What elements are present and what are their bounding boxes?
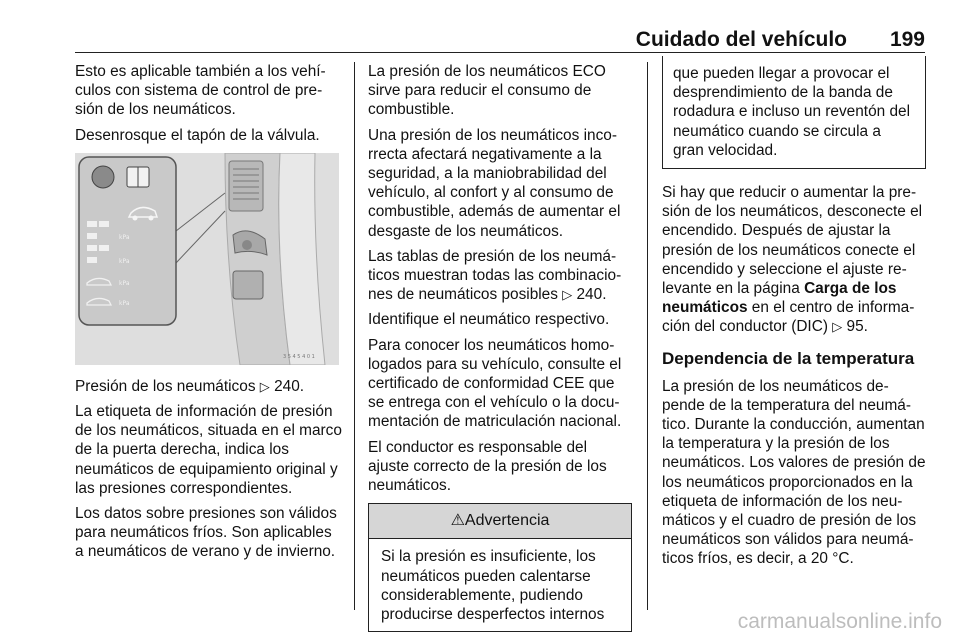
page-ref-icon: ▷ <box>832 319 843 335</box>
page-ref-icon: ▷ <box>562 287 573 303</box>
header-rule <box>75 52 925 53</box>
tire-pressure-label-figure <box>75 153 339 365</box>
paragraph: La presión de los neumáticos ECO sirve para reducir el consumo de combustible. <box>368 63 606 119</box>
warning-header <box>369 504 631 539</box>
kpa-label: kPa <box>119 279 130 287</box>
page-ref[interactable]: 95 <box>846 318 864 336</box>
paragraph-with-ref: Si hay que reducir o aumentar la presión de los neumáticos, desconecte el encendido. Después de ajustar la presión de los neumáticos conecte el encendido y seleccione el ajuste relevante en la página Carga de los neumáticos en el centro de información del conductor (DIC) ▷ 95. <box>662 184 923 336</box>
page-ref-icon: ▷ <box>259 378 270 394</box>
page-ref[interactable]: 240 <box>576 286 603 304</box>
dic-page-name: Carga de los neumáticos <box>662 280 897 317</box>
section-heading: Dependencia de la temperatura <box>662 348 915 368</box>
warning-box <box>368 503 632 632</box>
warning-continuation-box <box>662 56 926 169</box>
column-divider-2 <box>647 62 648 610</box>
paragraph: Una presión de los neumáticos incorrecta afectará negativamente a la seguridad, a la maniobrabilidad del vehículo, al confort y al consumo de combustible, además de aumentar el desgaste de los neumáticos. <box>368 126 621 240</box>
page-ref[interactable]: 240 <box>274 377 300 395</box>
kpa-label: kPa <box>119 233 130 241</box>
warning-continuation: que pueden llegar a provocar el desprendimiento de la banda de rodadura e incluso un reventón del neumático cuando se circula a gran velocidad. <box>673 65 911 159</box>
page-number: 199 <box>889 28 925 51</box>
figure-code: 3 5 4 5 4 0 1 <box>283 353 315 360</box>
door-frame-illustration <box>75 153 339 365</box>
column-divider-1 <box>354 62 355 610</box>
kpa-label: kPa <box>119 299 130 307</box>
page-title: Cuidado del vehículo <box>635 28 847 51</box>
page-header <box>75 28 925 54</box>
column-2 <box>368 62 632 632</box>
paragraph: La presión de los neumáticos depende de la temperatura del neumático. Durante la conducción, aumentan la temperatura y la presión de los neumáticos. Los valores de presión de los neumáticos proporcionados en la etiqueta de información de los neumáticos y el cuadro de presión de los neumáticos son válidos para neumáticos fríos, es decir, a 20 °C. <box>662 377 926 568</box>
column-1 <box>75 62 343 568</box>
paragraph: Para conocer los neumáticos homologados para su vehículo, consulte el certificado de conformidad CEE que se entrega con el vehículo o la documentación de matriculación nacional. <box>368 336 622 431</box>
paragraph-with-ref: Presión de los neumáticos ▷ 240. <box>75 377 305 395</box>
column-3 <box>662 62 926 575</box>
paragraph: Esto es aplicable también a los vehículos con sistema de control de presión de los neumáticos. <box>75 63 326 119</box>
warning-title: Advertencia <box>464 512 550 530</box>
paragraph: El conductor es responsable del ajuste correcto de la presión de los neumáticos. <box>368 438 607 495</box>
warning-icon: ⚠ <box>450 512 465 530</box>
warning-body: Si la presión es insuficiente, los neumáticos pueden calentarse considerablemente, pudiendo producirse desperfectos internos <box>381 548 605 624</box>
kpa-label: kPa <box>119 257 130 265</box>
watermark: carmanualsonline.info <box>737 610 942 633</box>
paragraph: Los datos sobre presiones son válidos para neumáticos fríos. Son aplicables a neumáticos de verano y de invierno. <box>75 505 337 561</box>
paragraph-with-ref: Las tablas de presión de los neumáticos muestran todas las combinaciones de neumáticos posibles ▷ 240. <box>368 247 622 304</box>
paragraph: Identifique el neumático respectivo. <box>368 311 610 329</box>
paragraph: Desenrosque el tapón de la válvula. <box>75 126 320 144</box>
paragraph: La etiqueta de información de presión de los neumáticos, situada en el marco de la puerta derecha, indica los neumáticos de equipamiento original y las presiones correspondientes. <box>75 403 342 497</box>
